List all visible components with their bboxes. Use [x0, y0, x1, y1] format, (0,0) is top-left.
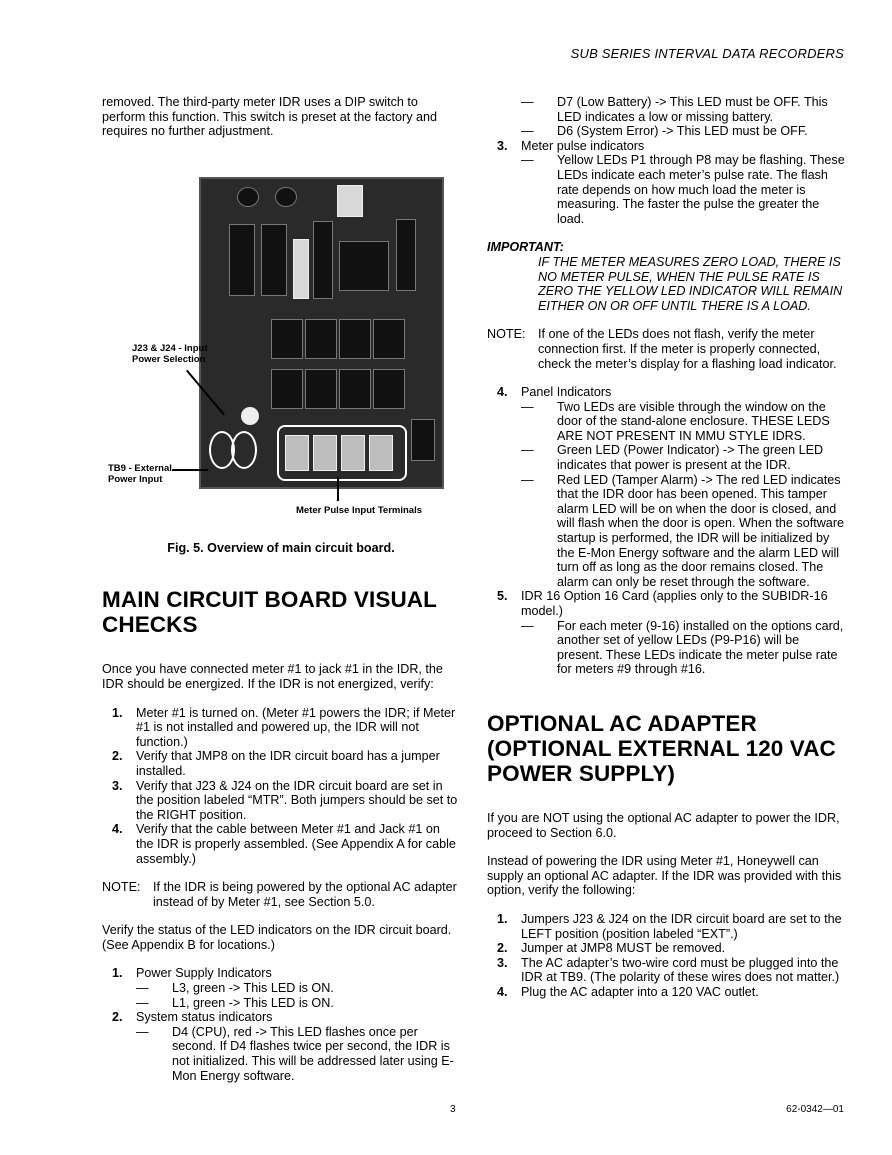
label-j23-j24: J23 & J24 - Input Power Selection — [132, 342, 208, 365]
figure-caption: Fig. 5. Overview of main circuit board. — [167, 540, 395, 555]
list-item: 2. Jumper at JMP8 MUST be removed. — [497, 941, 726, 956]
list-item: 1. Power Supply Indicators — [112, 966, 272, 981]
list-item: 2. System status indicators — [112, 1010, 273, 1025]
sub-item: — Yellow LEDs P1 through P8 may be flashing. These LEDs indicate each meter’s pulse rate. The flash rate depends on how much load the meter is measuring. The faster the pulse the greater the load. — [521, 153, 845, 226]
document-number: 62-0342—01 — [786, 1104, 844, 1115]
leader-line-tb9 — [172, 469, 208, 471]
page-number: 3 — [450, 1104, 456, 1115]
section-heading-visual-checks: MAIN CIRCUIT BOARD VISUAL CHECKS — [102, 587, 437, 638]
sub-item: — Red LED (Tamper Alarm) -> The red LED indicates that the IDR door has been opened. This tamper alarm LED will be on when the door is closed, and will flash when the door is open. When the software startup is performed, the IDR will be initialized by the E-Mon Energy software and the alarm LED will turn off as long as the door remains closed. The alarm can only be reset through the software. — [521, 472, 845, 589]
list-item: 3. Meter pulse indicators — [497, 138, 645, 153]
label-tb9: TB9 - External Power Input — [108, 462, 172, 485]
note-ac-adapter: NOTE: If the IDR is being powered by the optional AC adapter instead of by Meter #1, see Section 5.0. — [102, 880, 457, 909]
sub-item: — D4 (CPU), red -> This LED flashes once per second. If D4 flashes twice per second, the IDR is not initialized. This will be addressed later using E-Mon Energy software. — [136, 1024, 454, 1083]
running-header: SUB SERIES INTERVAL DATA RECORDERS — [570, 46, 844, 61]
adapter-steps-list — [487, 912, 847, 1000]
list-item: 4. Verify that the cable between Meter #1 and Jack #1 on the IDR is properly assembled. (See Appendix A for cable assembly.) — [112, 822, 456, 866]
circuit-board-photo — [199, 177, 444, 489]
list-item: 4. Plug the AC adapter into a 120 VAC outlet. — [497, 984, 759, 999]
led-verify-paragraph: Verify the status of the LED indicators on the IDR circuit board. (See Appendix B for locations.) — [102, 923, 452, 952]
note-led-flash: NOTE: If one of the LEDs does not flash, verify the meter connection first. If the meter is properly connected, check the meter’s display for a flashing load indicator. — [487, 327, 837, 371]
list-item: 1. Meter #1 is turned on. (Meter #1 powers the IDR; if Meter #1 is not installed and powered up, the IDR will not function.) — [112, 705, 456, 749]
circuit-board-figure — [102, 167, 460, 537]
adapter-option-paragraph: Instead of powering the IDR using Meter #1, Honeywell can supply an optional AC adapter. If the IDR was provided with this option, verify the following: — [487, 854, 842, 898]
right-column — [487, 95, 847, 1000]
left-column — [102, 95, 460, 1083]
sub-item: — Green LED (Power Indicator) -> The green LED indicates that power is present at the IDR. — [521, 443, 824, 473]
section-heading-ac-adapter: OPTIONAL AC ADAPTER (OPTIONAL EXTERNAL 120 VAC POWER SUPPLY) — [487, 710, 836, 786]
sub-item: — D6 (System Error) -> This LED must be OFF. — [521, 124, 808, 139]
adapter-intro-paragraph: If you are NOT using the optional AC adapter to power the IDR, proceed to Section 6.0. — [487, 810, 840, 840]
important-text: IF THE METER MEASURES ZERO LOAD, THERE IS NO METER PULSE, WHEN THE PULSE RATE IS ZERO THE YELLOW LED INDICATOR WILL REMAIN EITHER ON OR OFF UNTIL THERE IS A LOAD. — [538, 254, 843, 313]
list-item: 5. IDR 16 Option 16 Card (applies only to the SUBIDR-16 model.) — [497, 589, 828, 618]
important-label: IMPORTANT: — [487, 240, 564, 255]
panel-indicator-list — [487, 385, 847, 677]
list-item: 2. Verify that JMP8 on the IDR circuit board has a jumper installed. — [112, 749, 440, 778]
sub-item: — L1, green -> This LED is ON. — [136, 995, 334, 1010]
sub-item: — D7 (Low Battery) -> This LED must be OFF. This LED indicates a low or missing battery. — [521, 95, 828, 124]
list-item: 1. Jumpers J23 & J24 on the IDR circuit board are set to the LEFT position (position labeled “EXT”.) — [497, 911, 842, 941]
sub-item: — L3, green -> This LED is ON. — [136, 981, 334, 996]
label-meter-pulse: Meter Pulse Input Terminals — [296, 504, 422, 516]
sub-item: — Two LEDs are visible through the window on the door of the stand-alone enclosure. THESE LEDS ARE NOT PRESENT IN MMU STYLE IDRS. — [521, 399, 830, 443]
list-item: 3. Verify that J23 & J24 on the IDR circuit board are set in the position labeled “MTR”. Both jumpers should be set to the RIGHT position. — [112, 778, 458, 822]
intro-paragraph: removed. The third-party meter IDR uses a DIP switch to perform this function. This switch is preset at the factory and requires no further adjustment. — [102, 95, 438, 139]
energize-paragraph: Once you have connected meter #1 to jack #1 in the IDR, the IDR should be energized. If the IDR is not energized, verify: — [102, 662, 443, 691]
list-item: 4. Panel Indicators — [497, 385, 612, 400]
verify-list — [102, 706, 460, 867]
list-item: 3. The AC adapter’s two-wire cord must be plugged into the IDR at TB9. (The polarity of these wires does not matter.) — [497, 955, 840, 985]
led-indicator-list — [102, 966, 460, 1083]
sub-item: — For each meter (9-16) installed on the options card, another set of yellow LEDs (P9-P16) will be present. These LEDs indicate the meter pulse rate for meters #9 through #16. — [521, 618, 844, 677]
leader-line-meter — [337, 477, 339, 501]
